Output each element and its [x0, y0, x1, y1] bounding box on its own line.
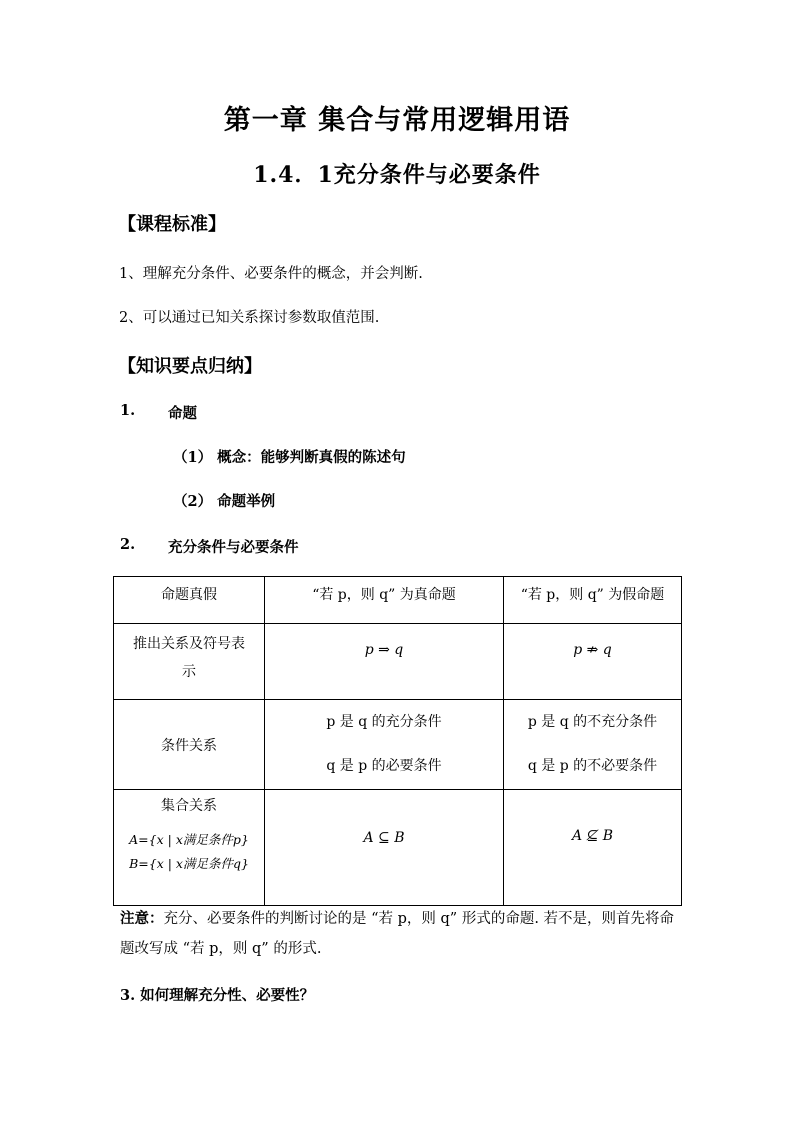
true-set-relation: A ⊆ B	[265, 790, 504, 906]
item3-heading: 3. 如何理解充分性、必要性？	[120, 987, 315, 1004]
item1-label: 命题	[168, 405, 197, 422]
note-paragraph	[120, 904, 685, 964]
row-label: 集合关系 A={x | x满足条件p} B={x | x满足条件q}	[114, 790, 265, 906]
row-label: 条件关系	[114, 700, 265, 790]
table-row	[114, 700, 682, 790]
true-implication: p ⇒ q	[265, 624, 504, 700]
row-label: 推出关系及符号表 示	[114, 624, 265, 700]
sub-item-1: （1） 概念：能够判断真假的陈述句	[173, 449, 406, 466]
header-cell: “若 p，则 q” 为真命题	[265, 577, 504, 624]
chapter-title: 第一章 集合与常用逻辑用语	[223, 105, 571, 136]
condition-table	[113, 576, 682, 906]
table-row	[114, 577, 682, 624]
table-row	[114, 624, 682, 700]
table-row	[114, 790, 682, 906]
section-title: 1.4．1充分条件与必要条件	[253, 162, 541, 188]
item2-label: 充分条件与必要条件	[168, 539, 299, 556]
item2-number: 2.	[120, 536, 136, 553]
sub-item-2: （2） 命题举例	[173, 493, 276, 510]
false-set-relation: A ⊈ B	[504, 790, 682, 906]
item1-number: 1.	[120, 402, 136, 419]
false-implication: p ⇏ q	[504, 624, 682, 700]
header-cell: “若 p，则 q” 为假命题	[504, 577, 682, 624]
note-label: 注意：	[120, 910, 164, 927]
standard-item-1: 1、理解充分条件、必要条件的概念，并会判断.	[119, 266, 423, 282]
knowledge-heading: 【知识要点归纳】	[118, 356, 262, 377]
false-condition: p 是 q 的不充分条件 q 是 p 的不必要条件	[504, 700, 682, 790]
note-text: 充分、必要条件的判断讨论的是 “若 p，则 q” 形式的命题. 若不是，则首先将命题改写成 “若 p，则 q” 的形式.	[120, 911, 675, 957]
course-standards-heading: 【课程标准】	[118, 214, 226, 235]
true-condition: p 是 q 的充分条件 q 是 p 的必要条件	[265, 700, 504, 790]
header-cell: 命题真假	[114, 577, 265, 624]
standard-item-2: 2、可以通过已知关系探讨参数取值范围.	[119, 310, 380, 326]
